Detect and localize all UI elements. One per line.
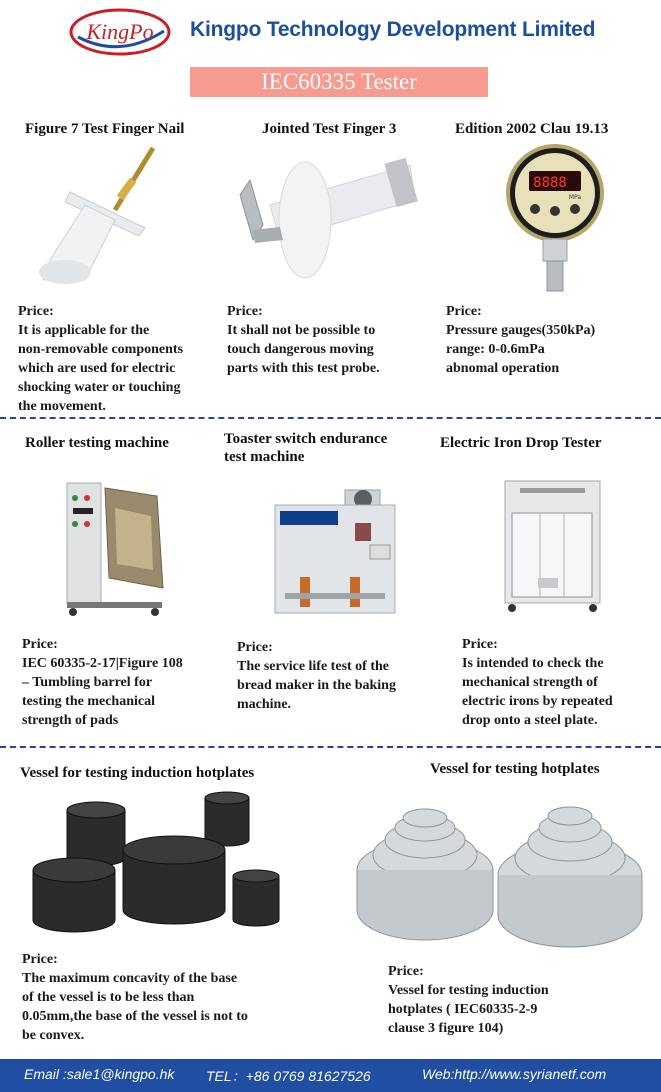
description-line: machine. xyxy=(237,697,292,712)
description-line: non-removable components xyxy=(18,342,184,357)
description-line: mechanical strength of xyxy=(462,675,598,690)
price-label: Price: xyxy=(446,304,482,319)
description-line: the movement. xyxy=(18,399,106,414)
product-title-roller-testing-machine: Roller testing machine xyxy=(25,435,169,451)
description-line: – Tumbling barrel for xyxy=(22,675,153,690)
description-line: Pressure gauges(350kPa) xyxy=(446,323,596,338)
product-title-pressure-gauge: Edition 2002 Clau 19.13 xyxy=(455,121,609,137)
section-divider xyxy=(0,417,661,419)
price-label: Price: xyxy=(22,952,58,967)
gauge-digital-readout: 8888 xyxy=(533,175,567,191)
footer-email[interactable]: Email :sale1@kingpo.hk xyxy=(24,1066,175,1082)
product-info-pressure-gauge xyxy=(446,302,595,378)
product-info-induction-vessels xyxy=(22,950,248,1045)
description-line: of the vessel is to be less than xyxy=(22,990,195,1005)
kingpo-logo xyxy=(68,7,172,57)
description-line: abnomal operation xyxy=(446,361,560,376)
description-line: which are used for electric xyxy=(18,361,176,376)
footer-website-link[interactable]: Web:http://www.syrianetf.com xyxy=(422,1066,607,1082)
product-info-roller-testing-machine xyxy=(22,635,183,730)
description-line: The service life test of the xyxy=(237,659,389,674)
product-title-test-finger-nail: Figure 7 Test Finger Nail xyxy=(25,121,185,137)
description-line: It shall not be possible to xyxy=(227,323,376,338)
product-info-iron-drop-tester xyxy=(462,635,613,730)
product-info-jointed-test-finger xyxy=(227,302,380,378)
description-line: touch dangerous moving xyxy=(227,342,374,357)
description-line: bread maker in the baking xyxy=(237,678,396,693)
gauge-unit-label: MPa xyxy=(568,194,582,201)
price-label: Price: xyxy=(22,637,58,652)
description-line: IEC 60335-2-17|Figure 108 xyxy=(22,656,183,671)
product-title-hotplate-vessels: Vessel for testing hotplates xyxy=(430,761,600,777)
page-banner-title: IEC60335 Tester xyxy=(190,67,488,97)
product-info-toaster-switch xyxy=(237,638,396,714)
roller-testing-machine-image xyxy=(65,478,165,618)
description-line: electric irons by repeated xyxy=(462,694,613,709)
induction-vessels-image xyxy=(25,790,285,940)
jointed-test-finger-image xyxy=(225,145,425,280)
product-title-induction-vessels: Vessel for testing induction hotplates xyxy=(20,765,255,781)
product-title-toaster-switch: Toaster switch endurance test machine xyxy=(224,431,388,465)
description-line: strength of pads xyxy=(22,713,119,728)
price-label: Price: xyxy=(227,304,263,319)
iron-drop-tester-image xyxy=(500,478,605,613)
test-finger-nail-image xyxy=(25,140,165,285)
description-line: hotplates ( IEC60335-2-9 xyxy=(388,1002,538,1017)
logo-text: KingPo xyxy=(86,19,154,44)
price-label: Price: xyxy=(18,304,54,319)
footer-telephone[interactable]: TEL：+86 0769 81627526 xyxy=(206,1068,371,1084)
product-info-hotplate-vessels xyxy=(388,962,549,1038)
company-name: Kingpo Technology Development Limited xyxy=(190,18,596,41)
price-label: Price: xyxy=(462,637,498,652)
price-label: Price: xyxy=(237,640,273,655)
description-line: 0.05mm,the base of the vessel is not to xyxy=(22,1009,248,1024)
product-title-iron-drop-tester: Electric Iron Drop Tester xyxy=(440,435,602,451)
hotplate-vessels-image xyxy=(355,790,645,950)
description-line: drop onto a steel plate. xyxy=(462,713,598,728)
description-line: Vessel for testing induction xyxy=(388,983,549,998)
description-line: parts with this test probe. xyxy=(227,361,380,376)
product-title-jointed-test-finger: Jointed Test Finger 3 xyxy=(262,121,397,137)
description-line: shocking water or touching xyxy=(18,380,181,395)
description-line: be convex. xyxy=(22,1028,85,1043)
description-line: testing the mechanical xyxy=(22,694,155,709)
description-line: range: 0-0.6mPa xyxy=(446,342,545,357)
price-label: Price: xyxy=(388,964,424,979)
section-divider xyxy=(0,746,661,748)
description-line: It is applicable for the xyxy=(18,323,150,338)
product-info-test-finger-nail xyxy=(18,302,183,416)
description-line: Is intended to check the xyxy=(462,656,604,671)
description-line: The maximum concavity of the base xyxy=(22,971,238,986)
toaster-switch-machine-image xyxy=(270,485,405,620)
description-line: clause 3 figure 104) xyxy=(388,1021,504,1036)
pressure-gauge-image xyxy=(505,143,605,298)
